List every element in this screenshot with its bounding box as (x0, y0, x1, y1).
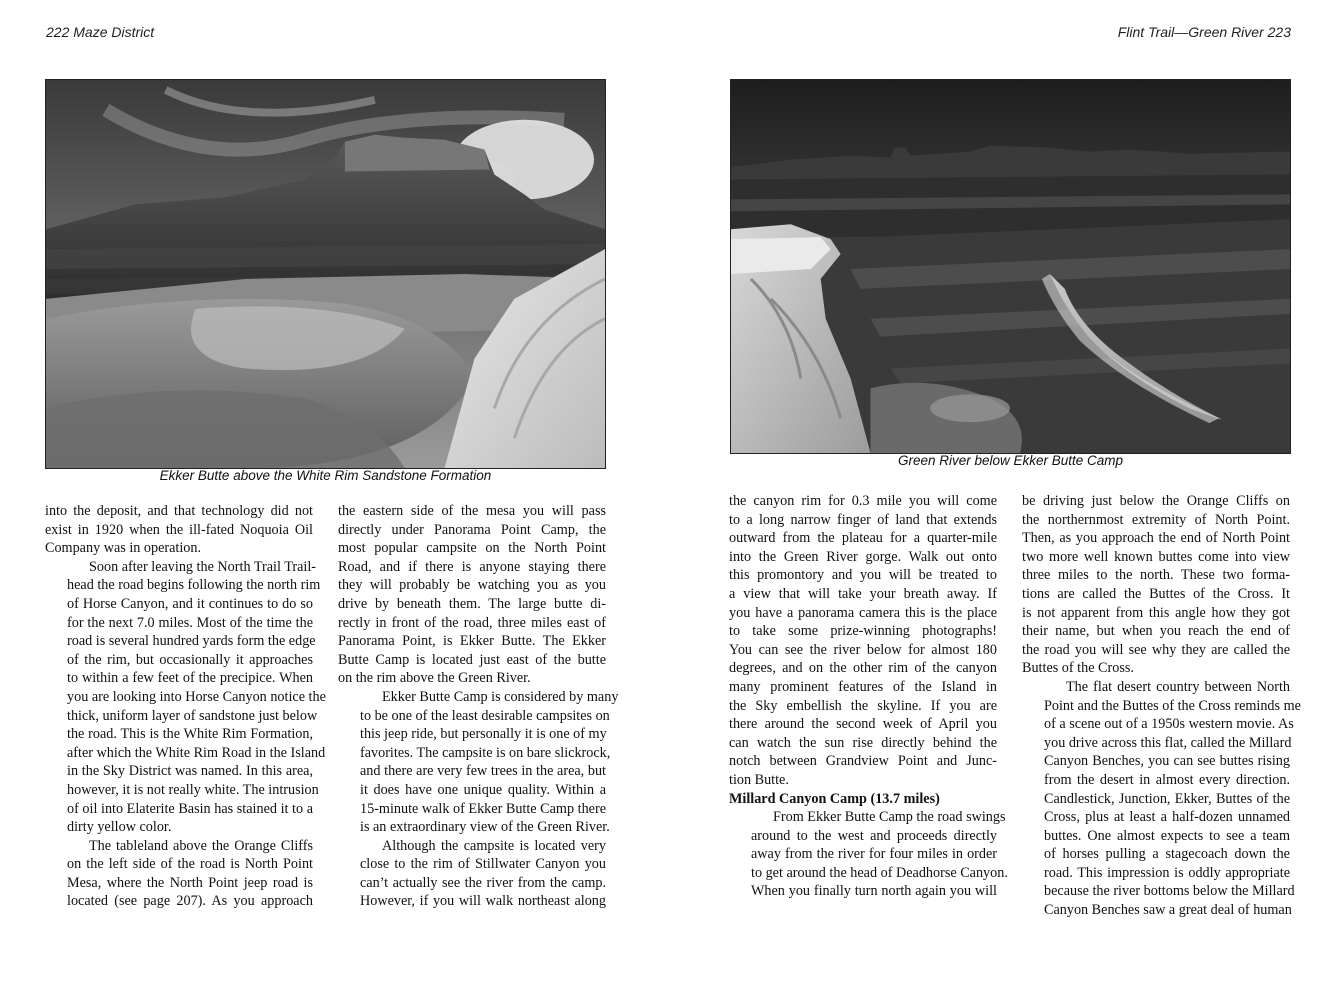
text-line: after which the White Rim Road in the Island (67, 744, 326, 761)
text-line: close to the rim of Stillwater Canyon you (360, 856, 606, 873)
text-line: many prominent features of the Island in (729, 678, 997, 695)
text-line: Panorama Point, is Ekker Butte. The Ekker (338, 633, 606, 650)
text-line: you are looking into Horse Canyon notice the (67, 688, 326, 705)
text-line: you have a panorama camera this is the place (729, 604, 997, 621)
text-line: you drive across this flat, called the Millard (1044, 734, 1292, 751)
text-line: drive by beneath them. The large butte di- (338, 595, 606, 612)
right-column-2 (1022, 492, 1301, 920)
text-line: 15-minute walk of Ekker Butte Camp there (360, 800, 606, 817)
text-line: Then, as you approach the end of North Point (1022, 530, 1290, 547)
text-line: their name, but when you reach the end of (1022, 623, 1290, 640)
text-line: Point and the Buttes of the Cross reminds me (1044, 697, 1301, 714)
text-line: in the Sky District was named. In this area, (67, 763, 313, 780)
photo-ekker-butte (45, 79, 606, 469)
text-line: most popular campsite on the North Point (338, 540, 606, 557)
text-line: on the left side of the road is North Point (67, 856, 313, 873)
text-line: rectly in front of the road, three miles east of (338, 614, 606, 631)
text-line: they will probably be watching you as you (338, 577, 606, 594)
text-line: can watch the sun rise directly behind the (729, 734, 997, 751)
text-line: road is several hundred yards form the edge (67, 633, 316, 650)
text-line: of horses pulling a stagecoach down the (1044, 846, 1290, 863)
text-line: of a scene out of a 1950s western movie. As (1044, 716, 1294, 733)
text-line: to within a few feet of the precipice. When (67, 670, 313, 687)
text-line: Although the campsite is located very (382, 837, 606, 854)
text-line: around to the west and proceeds directly (751, 827, 997, 844)
text-line: two more well known buttes come into view (1022, 548, 1290, 565)
text-line: However, if you will walk northeast along (360, 893, 606, 910)
text-line: can’t actually see the river from the camp. (360, 874, 606, 891)
text-line: degrees, and on the other rim of the canyon (729, 660, 997, 677)
text-line: be driving just below the Orange Cliffs on (1022, 493, 1290, 509)
photo-green-river-image (731, 80, 1290, 453)
text-line: this jeep ride, but personally it is one of my (360, 726, 607, 743)
text-line: Road, and if there is anyone staying there (338, 558, 606, 575)
text-line: the northernmost extremity of North Point. (1022, 511, 1290, 528)
text-line: the canyon rim for 0.3 mile you will come (729, 493, 997, 509)
text-line: Soon after leaving the North Trail Trail- (89, 558, 316, 575)
text-line: from the desert in almost every direction. (1044, 771, 1290, 788)
text-line: into the Green River gorge. Walk out onto (729, 548, 997, 565)
text-line: is an extraordinary view of the Green River. (360, 819, 610, 836)
text-line: You can see the river below for almost 180 (729, 641, 997, 658)
text-line: Candlestick, Junction, Ekker, Buttes of the (1044, 790, 1290, 807)
text-line: Company was in operation. (45, 540, 202, 557)
text-line: on the rim above the Green River. (338, 670, 531, 687)
text-line: the road you will see why they are called the (1022, 641, 1290, 658)
text-line: Cross, plus at least a half-dozen unnamed (1044, 809, 1290, 826)
text-line: three miles to the north. These two forma- (1022, 567, 1290, 584)
text-line: The flat desert country between North (1066, 678, 1290, 695)
text-line: The tableland above the Orange Cliffs (89, 837, 313, 854)
text-line: it does have one unique quality. Within a (360, 781, 606, 798)
text-line: the road. This is the White Rim Formation, (67, 726, 313, 743)
text-line: to a long narrow finger of land that extends (729, 511, 997, 528)
text-line: is not apparent from this angle how they got (1022, 604, 1290, 621)
text-line: because the river bottoms below the Millard (1044, 883, 1295, 900)
text-line: to get around the head of Deadhorse Canyon. (751, 864, 1008, 881)
text-line: the eastern side of the mesa you will pass (338, 503, 606, 519)
running-head-right: Flint Trail—Green River 223 (1117, 24, 1291, 40)
text-line: directly under Panorama Point Camp, the (338, 521, 606, 538)
text-line: located (see page 207). As you approach (67, 893, 313, 910)
text-line: of oil into Elaterite Basin has stained it to a (67, 800, 313, 817)
photo-caption-left: Ekker Butte above the White Rim Sandstone Formation (159, 468, 492, 483)
text-line: Canyon Benches, you can see buttes rising (1044, 753, 1290, 770)
text-line: Mesa, where the North Point jeep road is (67, 874, 313, 891)
text-line: into the deposit, and that technology did not (45, 503, 313, 519)
photo-green-river (730, 79, 1291, 454)
text-line: From Ekker Butte Camp the road swings (773, 809, 1006, 826)
photo-caption-right: Green River below Ekker Butte Camp (897, 453, 1124, 468)
text-line: tion Butte. (729, 771, 789, 788)
section-heading: Millard Canyon Camp (13.7 miles) (729, 790, 940, 807)
text-line: the Sky embellish the skyline. If you are (729, 697, 997, 714)
text-line: of Horse Canyon, and it continues to do so (67, 595, 313, 612)
text-line: however, it is not really white. The intrusion (67, 781, 319, 798)
text-line: dirty yellow color. (67, 819, 172, 836)
text-line: to take some prize-winning photographs! (729, 623, 997, 640)
text-line: buttes. One almost expects to see a team (1044, 827, 1290, 844)
text-line: of the rim, but occasionally it approaches (67, 651, 313, 668)
left-column-2 (338, 502, 619, 911)
text-line: notch between Grandview Point and Junc- (729, 753, 997, 770)
text-line: Canyon Benches saw a great deal of human (1044, 902, 1292, 919)
left-column-1 (45, 502, 326, 911)
text-line: When you finally turn north again you will (751, 883, 997, 900)
photo-ekker-butte-image (46, 80, 605, 468)
text-line: road. This impression is oddly appropriate (1044, 864, 1290, 881)
text-line: to be one of the least desirable campsites on (360, 707, 610, 724)
running-head-left: 222 Maze District (46, 24, 155, 40)
text-line: Ekker Butte Camp is considered by many (382, 688, 619, 705)
text-line: tions are called the Buttes of the Cross. It (1022, 585, 1290, 602)
text-line: this promontory and you will be treated to (729, 567, 997, 584)
right-page (667, 0, 1334, 1000)
text-line: head the road begins following the north rim (67, 577, 321, 594)
text-line: Buttes of the Cross. (1022, 660, 1134, 677)
text-line: Butte Camp is located just east of the butte (338, 651, 606, 668)
text-line: a view that will take your breath away. If (729, 585, 997, 602)
text-line: thick, uniform layer of sandstone just below (67, 707, 318, 724)
text-line: favorites. The campsite is on bare slickrock, (360, 744, 611, 761)
right-column-1 (729, 492, 1008, 901)
text-line: exist in 1920 when the ill-fated Noquoia Oil (45, 521, 313, 538)
text-line: outward from the plateau for a quarter-mile (729, 530, 997, 547)
text-line: away from the river for four miles in order (751, 846, 997, 863)
text-line: and there are very few trees in the area, but (360, 763, 606, 780)
text-line: for the next 7.0 miles. Most of the time the (67, 614, 313, 631)
text-line: there around the second week of April you (729, 716, 997, 733)
